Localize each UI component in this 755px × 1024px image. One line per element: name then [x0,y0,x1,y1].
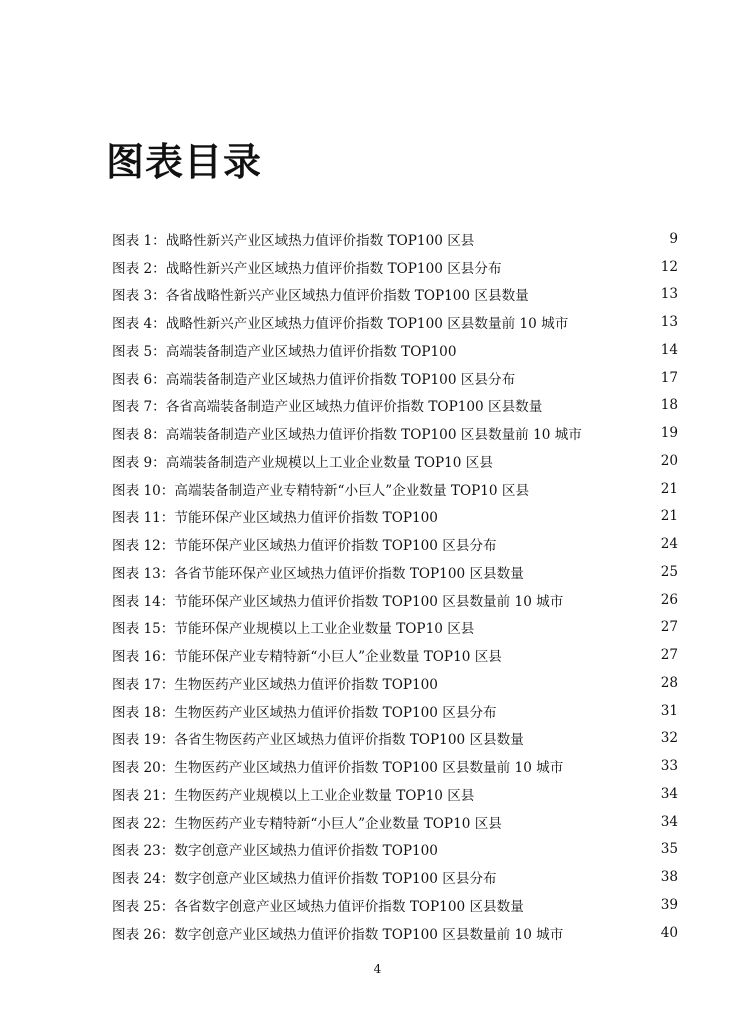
toc-entry[interactable] [112,863,678,891]
toc-entry-page: 9 [669,230,678,247]
toc-entry[interactable] [112,808,678,836]
toc-entry-page: 27 [660,647,678,664]
toc-entry-page: 38 [660,869,678,886]
toc-entry-page: 27 [660,619,678,636]
toc-entry-label: 图表 2：战略性新兴产业区域热力值评价指数 TOP100 区县分布 [112,260,502,277]
toc-entry-label: 图表 15：节能环保产业规模以上工业企业数量 TOP10 区县 [112,621,475,638]
toc-entry[interactable] [112,669,678,697]
toc-entry-label: 图表 24：数字创意产业区域热力值评价指数 TOP100 区县分布 [112,871,497,888]
toc-entry-label: 图表 10：高端装备制造产业专精特新“小巨人”企业数量 TOP10 区县 [112,482,530,499]
toc-entry-page: 20 [660,452,678,469]
toc-entry[interactable] [112,641,678,669]
toc-entry-page: 26 [660,591,678,608]
toc-entry[interactable] [112,419,678,447]
toc-entry-label: 图表 8：高端装备制造产业区域热力值评价指数 TOP100 区县数量前 10 城市 [112,427,582,444]
toc-entry-label: 图表 4：战略性新兴产业区域热力值评价指数 TOP100 区县数量前 10 城市 [112,316,569,333]
toc-entry-label: 图表 20：生物医药产业区域热力值评价指数 TOP100 区县数量前 10 城市 [112,760,564,777]
toc-entry-label: 图表 6：高端装备制造产业区域热力值评价指数 TOP100 区县分布 [112,371,516,388]
toc-entry-page: 17 [660,369,678,386]
toc-entry[interactable] [112,891,678,919]
toc-entry-page: 32 [660,730,678,747]
toc-entry[interactable] [112,225,678,253]
toc-entry-label: 图表 7：各省高端装备制造产业区域热力值评价指数 TOP100 区县数量 [112,399,543,416]
toc-entry-label: 图表 13：各省节能环保产业区域热力值评价指数 TOP100 区县数量 [112,565,524,582]
toc-entry-label: 图表 9：高端装备制造产业规模以上工业企业数量 TOP10 区县 [112,454,493,471]
toc-entry[interactable] [112,336,678,364]
toc-entry[interactable] [112,253,678,281]
toc-entry-label: 图表 22：生物医药产业专精特新“小巨人”企业数量 TOP10 区县 [112,815,502,832]
toc-entry-label: 图表 26：数字创意产业区域热力值评价指数 TOP100 区县数量前 10 城市 [112,926,564,943]
toc-entry-page: 28 [660,674,678,691]
toc-entry[interactable] [112,281,678,309]
toc-entry-page: 25 [660,563,678,580]
toc-entry-label: 图表 11：节能环保产业区域热力值评价指数 TOP100 [112,510,438,527]
toc-entry[interactable] [112,614,678,642]
toc-entry[interactable] [112,364,678,392]
toc-entry-label: 图表 19：各省生物医药产业区域热力值评价指数 TOP100 区县数量 [112,732,524,749]
toc-entry-page: 35 [660,841,678,858]
toc-entry[interactable] [112,697,678,725]
toc-entry-page: 39 [660,896,678,913]
toc-entry-label: 图表 25：各省数字创意产业区域热力值评价指数 TOP100 区县数量 [112,898,524,915]
toc-entry[interactable] [112,752,678,780]
toc-entry[interactable] [112,447,678,475]
toc-entry-page: 14 [660,341,678,358]
toc-entry-page: 18 [660,397,678,414]
toc-entry-page: 12 [660,258,678,275]
page-number: 4 [373,962,382,976]
toc-entry[interactable] [112,558,678,586]
toc-entry-page: 19 [660,425,678,442]
toc-entry[interactable] [112,392,678,420]
toc-entry[interactable] [112,586,678,614]
figure-list [112,225,678,947]
toc-entry-page: 21 [660,508,678,525]
toc-entry-page: 13 [660,314,678,331]
toc-entry[interactable] [112,919,678,947]
toc-entry[interactable] [112,836,678,864]
toc-entry-page: 24 [660,536,678,553]
toc-entry[interactable] [112,780,678,808]
toc-entry[interactable] [112,308,678,336]
toc-entry-label: 图表 5：高端装备制造产业区域热力值评价指数 TOP100 [112,343,457,360]
toc-entry[interactable] [112,475,678,503]
toc-entry-label: 图表 16：节能环保产业专精特新“小巨人”企业数量 TOP10 区县 [112,649,502,666]
toc-entry-page: 31 [660,702,678,719]
toc-entry-label: 图表 1：战略性新兴产业区域热力值评价指数 TOP100 区县 [112,232,475,249]
toc-entry[interactable] [112,530,678,558]
toc-entry-label: 图表 14：节能环保产业区域热力值评价指数 TOP100 区县数量前 10 城市 [112,593,564,610]
toc-entry-label: 图表 12：节能环保产业区域热力值评价指数 TOP100 区县分布 [112,538,497,555]
toc-entry-page: 34 [660,813,678,830]
toc-entry-label: 图表 21：生物医药产业规模以上工业企业数量 TOP10 区县 [112,787,475,804]
toc-entry-page: 40 [660,924,678,941]
toc-entry-label: 图表 17：生物医药产业区域热力值评价指数 TOP100 [112,676,438,693]
toc-entry-page: 34 [660,785,678,802]
toc-entry-label: 图表 18：生物医药产业区域热力值评价指数 TOP100 区县分布 [112,704,497,721]
toc-entry-page: 33 [660,758,678,775]
toc-entry[interactable] [112,725,678,753]
page-title: 图表目录 [106,140,263,184]
toc-entry-page: 21 [660,480,678,497]
toc-entry-page: 13 [660,286,678,303]
toc-entry-label: 图表 23：数字创意产业区域热力值评价指数 TOP100 [112,843,438,860]
toc-entry[interactable] [112,503,678,531]
toc-entry-label: 图表 3：各省战略性新兴产业区域热力值评价指数 TOP100 区县数量 [112,288,529,305]
